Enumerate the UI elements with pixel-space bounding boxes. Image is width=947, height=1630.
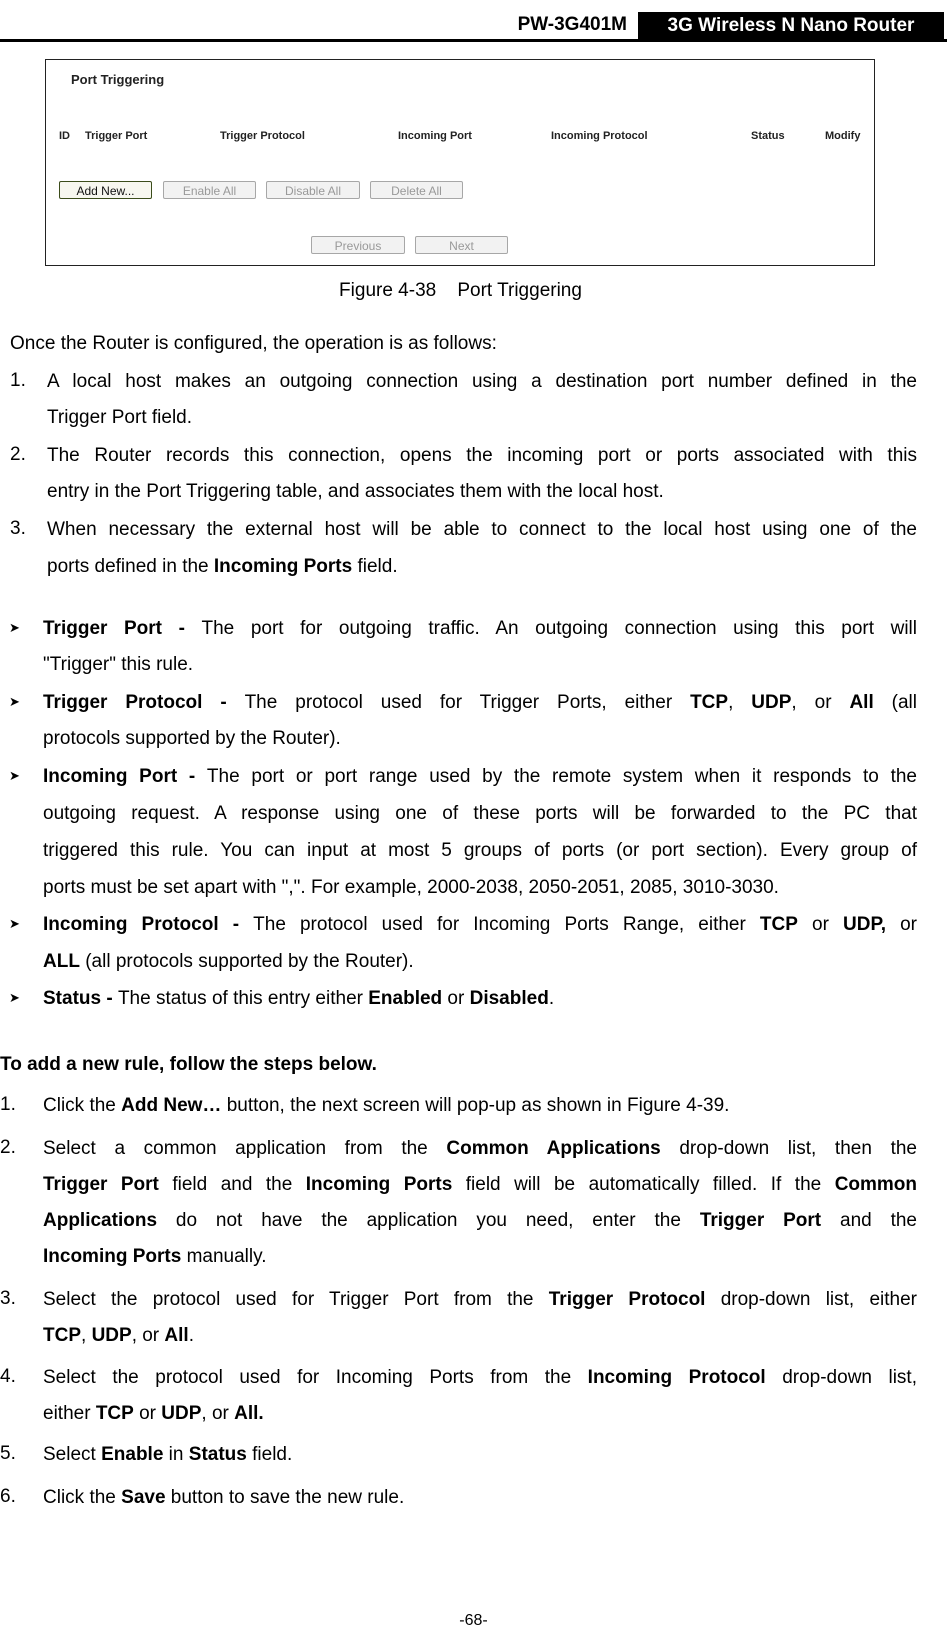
col-trigger-port: Trigger Port [85,130,148,142]
arrow-bullet-icon: ➤ [9,694,20,709]
col-incoming-protocol: Incoming Protocol [551,130,648,142]
bullet-status: Status - The status of this entry either Enabled or Disabled. [43,988,555,1009]
delete-all-button[interactable]: Delete All [370,181,463,199]
intro-text: Once the Router is configured, the operation is as follows: [10,333,497,354]
page-number: -68- [459,1612,488,1629]
bullet-trigger-protocol: Trigger Protocol - The protocol used for Trigger Ports, either TCP, UDP, or All (all [43,692,917,713]
bullet-incoming-protocol: Incoming Protocol - The protocol used for Incoming Ports Range, either TCP or UDP, or [43,914,917,935]
step-text: Select the protocol used for Trigger Port from the Trigger Protocol drop-down list, either [43,1289,917,1310]
step-text: Trigger Port field and the Incoming Ports field will be automatically filled. If the Common [43,1174,918,1195]
bullet-trigger-port: Trigger Port - The port for outgoing traffic. An outgoing connection using this port will [43,618,917,639]
step-text: Select the protocol used for Incoming Ports from the Incoming Protocol drop-down list, [43,1367,917,1388]
step-text: The Router records this connection, opens the incoming port or ports associated with this [47,445,917,466]
step-number: 2. [0,1137,16,1158]
panel-title: Port Triggering [71,72,165,87]
col-id: ID [59,130,70,142]
step-text: TCP, UDP, or All. [43,1325,194,1346]
col-status: Status [751,130,785,142]
step-text: ports defined in the Incoming Ports field. [47,556,398,577]
bullet-text: "Trigger" this rule. [43,654,194,675]
step-number: 1. [0,1094,16,1115]
section-heading: To add a new rule, follow the steps below. [0,1054,377,1075]
arrow-bullet-icon: ➤ [9,916,20,931]
col-modify: Modify [825,130,861,142]
step-text: either TCP or UDP, or All. [43,1403,264,1424]
header-model: PW-3G401M [517,14,627,35]
step-text: Select Enable in Status field. [43,1444,293,1465]
bullet-text: ALL (all protocols supported by the Router). [43,951,414,972]
step-number: 3. [10,518,26,539]
step-number: 1. [10,370,26,391]
step-number: 2. [10,444,26,465]
arrow-bullet-icon: ➤ [9,768,20,783]
step-text: A local host makes an outgoing connection using a destination port number defined in the [47,371,917,392]
step-number: 3. [0,1288,16,1309]
add-new-button[interactable]: Add New... [59,181,152,199]
figure-caption: Figure 4-38 Port Triggering [339,280,582,301]
step-text: Click the Add New… button, the next screen will pop-up as shown in Figure 4-39. [43,1095,730,1116]
step-number: 4. [0,1366,16,1387]
step-text: entry in the Port Triggering table, and associates them with the local host. [47,481,664,502]
step-text: Select a common application from the Common Applications drop-down list, then the [43,1138,917,1159]
step-text: Applications do not have the application you need, enter the Trigger Port and the [43,1210,917,1231]
header-title: 3G Wireless N Nano Router [638,12,944,40]
header-rule [0,39,947,42]
disable-all-button[interactable]: Disable All [266,181,360,199]
next-button[interactable]: Next [415,236,508,254]
step-text: Trigger Port field. [47,407,193,428]
col-incoming-port: Incoming Port [398,130,472,142]
step-number: 5. [0,1443,16,1464]
step-text: Click the Save button to save the new rule. [43,1487,405,1508]
arrow-bullet-icon: ➤ [9,620,20,635]
port-triggering-figure [45,59,875,266]
step-text: When necessary the external host will be able to connect to the local host using one of the [47,519,917,540]
bullet-text: protocols supported by the Router). [43,728,341,749]
step-number: 6. [0,1486,16,1507]
enable-all-button[interactable]: Enable All [163,181,256,199]
col-trigger-protocol: Trigger Protocol [220,130,305,142]
arrow-bullet-icon: ➤ [9,990,20,1005]
step-text: Incoming Ports manually. [43,1246,267,1267]
bullet-text: triggered this rule. You can input at most 5 groups of ports (or port section). Every group of [43,840,917,861]
bullet-incoming-port: Incoming Port - The port or port range used by the remote system when it responds to the [43,766,917,787]
previous-button[interactable]: Previous [311,236,405,254]
bullet-text: ports must be set apart with ",". For example, 2000-2038, 2050-2051, 2085, 3010-3030. [43,877,779,898]
bullet-text: outgoing request. A response using one of these ports will be forwarded to the PC that [43,803,917,824]
